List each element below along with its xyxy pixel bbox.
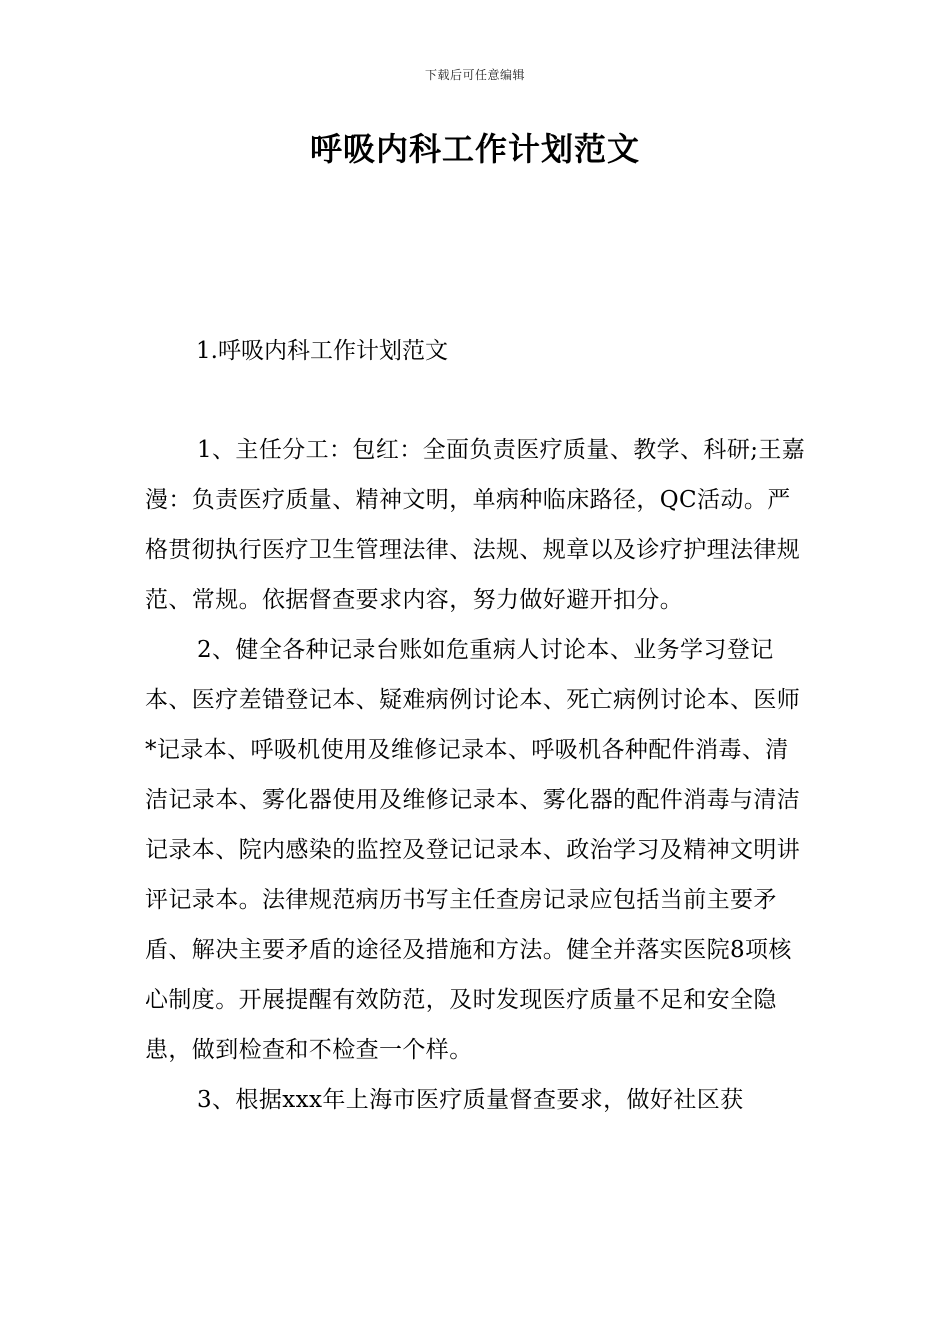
header-note: 下载后可任意编辑 (424, 68, 525, 82)
paragraph-1: 1、主任分工：包红：全面负责医疗质量、教学、科研;王嘉漫：负责医疗质量、精神文明，单病种临床路径，QC活动。严格贯彻执行医疗卫生管理法律、法规、规章以及诊疗护理法律规范、常规。依据督查要求内容，努力做好避开扣分。 (145, 437, 806, 613)
document-body (145, 425, 810, 1125)
section-heading: 1.呼吸内科工作计划范文 (196, 338, 448, 364)
paragraph-3: 3、根据xxx年上海市医疗质量督查要求，做好社区获 (197, 1087, 744, 1113)
document-title: 呼吸内科工作计划范文 (309, 130, 640, 168)
paragraph-2: 2、健全各种记录台账如危重病人讨论本、业务学习登记本、医疗差错登记本、疑难病例讨论本、死亡病例讨论本、医师*记录本、呼吸机使用及维修记录本、呼吸机各种配件消毒、清洁记录本、雾化器使用及维修记录本、雾化器的配件消毒与清洁记录本、院内感染的监控及登记记录本、政治学习及精神文明讲评记录本。法律规范病历书写主任查房记录应包括当前主要矛盾、解决主要矛盾的途径及措施和方法。健全并落实医院8项核心制度。开展提醒有效防范，及时发现医疗质量不足和安全隐患，做到检查和不检查一个样。 (145, 637, 801, 1063)
